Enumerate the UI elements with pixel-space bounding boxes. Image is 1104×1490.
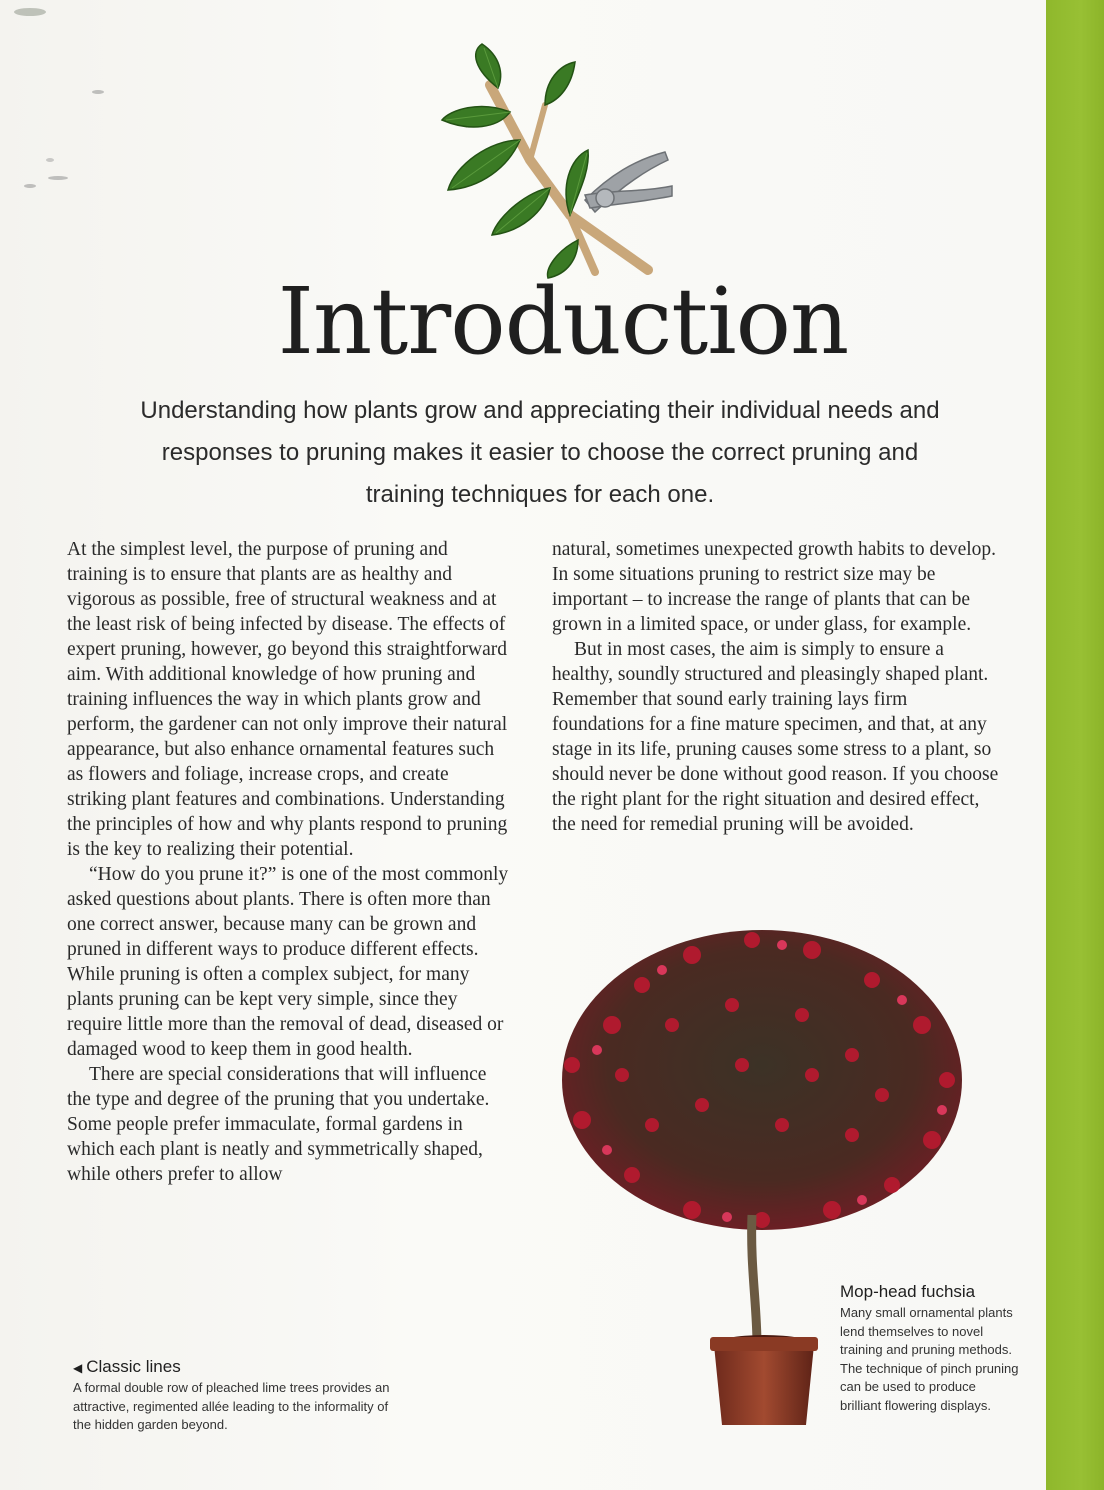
- fuchsia-caption-body: Many small ornamental plants lend themselves to novel training and pruning methods. The technique of pinch pruning can be used to produce brilliant flowering displays.: [840, 1305, 1019, 1413]
- body-column-left: [67, 537, 513, 1187]
- page-specks: [0, 0, 120, 200]
- body-paragraph: But in most cases, the aim is simply to ensure a healthy, soundly structured and pleasingly shaped plant. Remember that sound early training lays firm foundations for a fine mature specimen, and that, at any stage in its life, pruning causes some stress to a plant, so should never be done without good reason. If you choose the right plant for the right situation and desired effect, the need for remedial pruning will be avoided.: [552, 639, 999, 835]
- classic-lines-caption-body: A formal double row of pleached lime trees provides an attractive, regimented allée leading to the informality of the hidden garden beyond.: [73, 1380, 390, 1433]
- classic-lines-caption-title: [73, 1357, 393, 1377]
- body-paragraph: At the simplest level, the purpose of pruning and training is to ensure that plants are as healthy and vigorous as possible, free of structural weakness and at the least risk of being infected by disease. The effects of expert pruning, however, go beyond this straightforward aim. With additional knowledge of how pruning and training influences the way in which plants grow and perform, the gardener can not only improve their natural appearance, but also enhance ornamental features such as flowers and foliage, increase crops, and create striking plant features and combinations. Understanding the principles of how and why plants respond to pruning is the key to realizing their potential.: [67, 539, 508, 860]
- fuchsia-caption-title: Mop-head fuchsia: [840, 1282, 976, 1301]
- fuchsia-caption: [840, 1282, 1020, 1416]
- classic-lines-caption: [73, 1357, 393, 1435]
- green-edge-strip: [1046, 0, 1104, 1490]
- intro-standfirst: Understanding how plants grow and appreciating their individual needs and responses to pruning makes it easier to choose the correct pruning and training techniques for each one.: [140, 397, 940, 508]
- body-paragraph: natural, sometimes unexpected growth habits to develop. In some situations pruning to restrict size may be important – to increase the range of plants that can be grown in a limited space, or under glass, for example.: [552, 539, 997, 635]
- pruning-branch-illustration-icon: [380, 40, 680, 280]
- page-title: Introduction: [277, 268, 849, 375]
- body-column-right: [552, 537, 1004, 837]
- body-paragraph: “How do you prune it?” is one of the most commonly asked questions about plants. There is often more than one correct answer, because many can be grown and pruned in different ways to produce different effects. While pruning is often a complex subject, for many plants pruning can be kept very simple, since they require little more than the removal of dead, diseased or damaged wood to keep them in good health.: [67, 864, 509, 1060]
- classic-lines-title-text: Classic lines: [86, 1357, 181, 1376]
- caret-left-icon: ◀: [73, 1361, 83, 1375]
- body-paragraph: There are special considerations that will influence the type and degree of the pruning that you undertake. Some people prefer immaculate, formal gardens in which each plant is neatly and symmetrically shaped, while others prefer to allow: [67, 1064, 490, 1185]
